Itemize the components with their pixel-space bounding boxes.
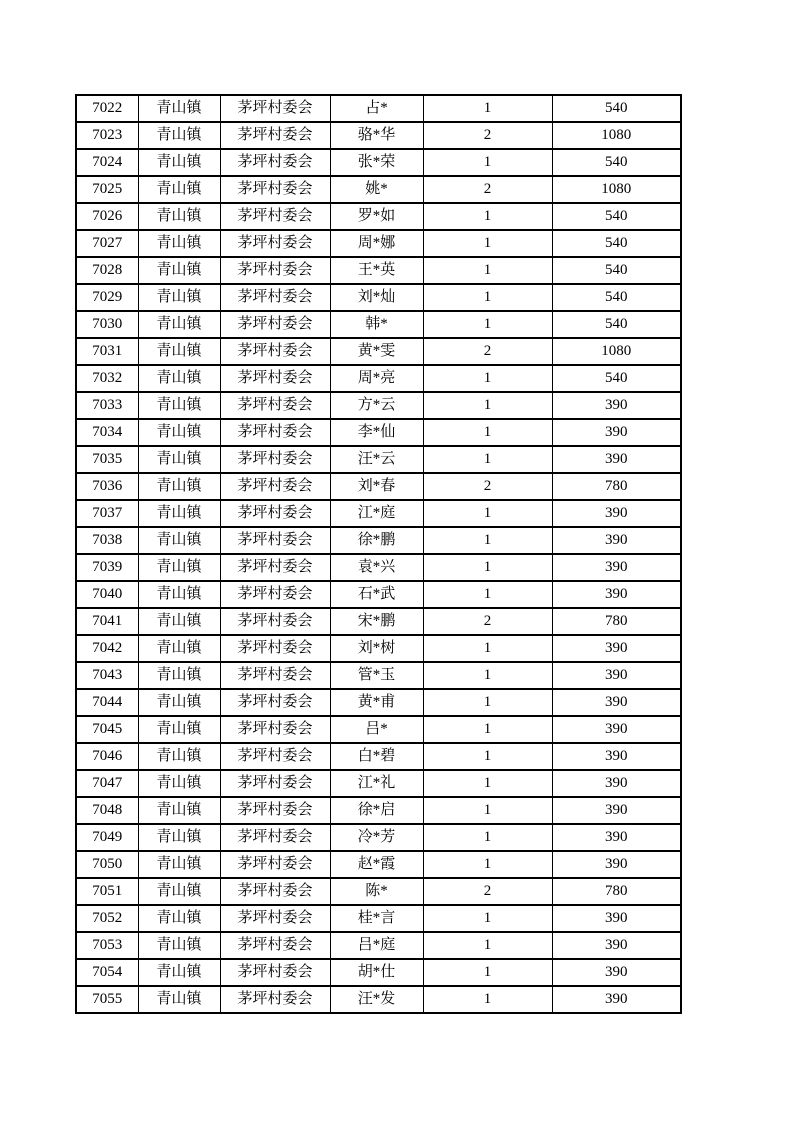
cell-town: 青山镇: [138, 662, 220, 689]
cell-count: 1: [423, 500, 552, 527]
cell-serial: 7034: [76, 419, 138, 446]
cell-serial: 7025: [76, 176, 138, 203]
cell-name: 汪*发: [330, 986, 423, 1013]
cell-village: 茅坪村委会: [220, 446, 330, 473]
table-row: [76, 851, 681, 878]
cell-serial: 7032: [76, 365, 138, 392]
table-row: [76, 284, 681, 311]
cell-name: 汪*云: [330, 446, 423, 473]
table-row: [76, 986, 681, 1013]
cell-village: 茅坪村委会: [220, 797, 330, 824]
cell-town: 青山镇: [138, 419, 220, 446]
table-row: [76, 176, 681, 203]
cell-amount: 390: [552, 770, 681, 797]
cell-village: 茅坪村委会: [220, 932, 330, 959]
cell-village: 茅坪村委会: [220, 608, 330, 635]
cell-count: 2: [423, 122, 552, 149]
table-row: [76, 716, 681, 743]
cell-name: 徐*鹏: [330, 527, 423, 554]
cell-count: 1: [423, 743, 552, 770]
table-row: [76, 878, 681, 905]
cell-amount: 1080: [552, 338, 681, 365]
cell-amount: 390: [552, 959, 681, 986]
cell-amount: 540: [552, 365, 681, 392]
cell-serial: 7026: [76, 203, 138, 230]
cell-name: 白*碧: [330, 743, 423, 770]
cell-town: 青山镇: [138, 338, 220, 365]
cell-serial: 7049: [76, 824, 138, 851]
cell-name: 江*礼: [330, 770, 423, 797]
cell-village: 茅坪村委会: [220, 662, 330, 689]
table-row: [76, 608, 681, 635]
cell-count: 1: [423, 554, 552, 581]
cell-amount: 390: [552, 905, 681, 932]
table-row: [76, 230, 681, 257]
cell-amount: 390: [552, 392, 681, 419]
cell-name: 江*庭: [330, 500, 423, 527]
cell-town: 青山镇: [138, 527, 220, 554]
cell-serial: 7039: [76, 554, 138, 581]
cell-serial: 7043: [76, 662, 138, 689]
cell-count: 2: [423, 608, 552, 635]
cell-name: 桂*言: [330, 905, 423, 932]
cell-town: 青山镇: [138, 230, 220, 257]
cell-count: 1: [423, 257, 552, 284]
table-row: [76, 797, 681, 824]
cell-amount: 540: [552, 95, 681, 122]
table-row: [76, 554, 681, 581]
cell-name: 周*亮: [330, 365, 423, 392]
cell-amount: 540: [552, 203, 681, 230]
cell-count: 1: [423, 851, 552, 878]
cell-serial: 7022: [76, 95, 138, 122]
cell-amount: 540: [552, 311, 681, 338]
cell-serial: 7040: [76, 581, 138, 608]
cell-serial: 7054: [76, 959, 138, 986]
cell-town: 青山镇: [138, 581, 220, 608]
table-row: [76, 122, 681, 149]
cell-name: 冷*芳: [330, 824, 423, 851]
cell-village: 茅坪村委会: [220, 635, 330, 662]
table-row: [76, 824, 681, 851]
cell-town: 青山镇: [138, 257, 220, 284]
cell-village: 茅坪村委会: [220, 419, 330, 446]
cell-town: 青山镇: [138, 473, 220, 500]
cell-count: 1: [423, 230, 552, 257]
table-body: [76, 95, 681, 1013]
cell-name: 占*: [330, 95, 423, 122]
table-row: [76, 500, 681, 527]
table-row: [76, 743, 681, 770]
cell-village: 茅坪村委会: [220, 959, 330, 986]
cell-count: 1: [423, 635, 552, 662]
cell-serial: 7047: [76, 770, 138, 797]
cell-village: 茅坪村委会: [220, 365, 330, 392]
table-row: [76, 581, 681, 608]
subsidy-table: [75, 94, 682, 1014]
cell-serial: 7055: [76, 986, 138, 1013]
cell-serial: 7036: [76, 473, 138, 500]
cell-name: 陈*: [330, 878, 423, 905]
cell-name: 刘*树: [330, 635, 423, 662]
cell-count: 1: [423, 716, 552, 743]
cell-amount: 780: [552, 473, 681, 500]
table-row: [76, 689, 681, 716]
table-row: [76, 932, 681, 959]
cell-village: 茅坪村委会: [220, 770, 330, 797]
cell-village: 茅坪村委会: [220, 878, 330, 905]
cell-serial: 7041: [76, 608, 138, 635]
cell-serial: 7052: [76, 905, 138, 932]
table-row: [76, 149, 681, 176]
cell-village: 茅坪村委会: [220, 176, 330, 203]
table-row: [76, 635, 681, 662]
cell-name: 周*娜: [330, 230, 423, 257]
cell-name: 刘*春: [330, 473, 423, 500]
table-row: [76, 392, 681, 419]
table-row: [76, 905, 681, 932]
cell-town: 青山镇: [138, 365, 220, 392]
cell-count: 1: [423, 581, 552, 608]
cell-count: 1: [423, 824, 552, 851]
cell-count: 1: [423, 284, 552, 311]
cell-town: 青山镇: [138, 635, 220, 662]
cell-count: 1: [423, 527, 552, 554]
cell-count: 1: [423, 203, 552, 230]
cell-village: 茅坪村委会: [220, 338, 330, 365]
cell-town: 青山镇: [138, 770, 220, 797]
table-row: [76, 257, 681, 284]
cell-amount: 390: [552, 986, 681, 1013]
cell-town: 青山镇: [138, 95, 220, 122]
table-row: [76, 770, 681, 797]
cell-count: 1: [423, 149, 552, 176]
table-row: [76, 446, 681, 473]
table-row: [76, 311, 681, 338]
cell-village: 茅坪村委会: [220, 284, 330, 311]
cell-town: 青山镇: [138, 932, 220, 959]
cell-count: 2: [423, 176, 552, 203]
cell-village: 茅坪村委会: [220, 716, 330, 743]
cell-amount: 1080: [552, 122, 681, 149]
cell-village: 茅坪村委会: [220, 311, 330, 338]
cell-village: 茅坪村委会: [220, 581, 330, 608]
cell-amount: 390: [552, 662, 681, 689]
cell-serial: 7050: [76, 851, 138, 878]
cell-village: 茅坪村委会: [220, 203, 330, 230]
cell-town: 青山镇: [138, 851, 220, 878]
table-row: [76, 527, 681, 554]
cell-name: 管*玉: [330, 662, 423, 689]
cell-serial: 7037: [76, 500, 138, 527]
table-row: [76, 959, 681, 986]
cell-count: 1: [423, 905, 552, 932]
cell-amount: 390: [552, 824, 681, 851]
cell-count: 1: [423, 446, 552, 473]
cell-amount: 390: [552, 581, 681, 608]
cell-name: 黄*甫: [330, 689, 423, 716]
cell-amount: 390: [552, 446, 681, 473]
cell-count: 1: [423, 986, 552, 1013]
cell-count: 1: [423, 959, 552, 986]
cell-name: 方*云: [330, 392, 423, 419]
cell-name: 黄*雯: [330, 338, 423, 365]
cell-amount: 390: [552, 689, 681, 716]
cell-village: 茅坪村委会: [220, 527, 330, 554]
cell-serial: 7048: [76, 797, 138, 824]
cell-village: 茅坪村委会: [220, 689, 330, 716]
cell-village: 茅坪村委会: [220, 986, 330, 1013]
table-row: [76, 419, 681, 446]
cell-name: 罗*如: [330, 203, 423, 230]
cell-count: 2: [423, 338, 552, 365]
table-row: [76, 365, 681, 392]
cell-village: 茅坪村委会: [220, 122, 330, 149]
cell-town: 青山镇: [138, 716, 220, 743]
cell-village: 茅坪村委会: [220, 149, 330, 176]
cell-amount: 390: [552, 554, 681, 581]
cell-town: 青山镇: [138, 905, 220, 932]
cell-amount: 540: [552, 257, 681, 284]
cell-count: 1: [423, 770, 552, 797]
cell-town: 青山镇: [138, 446, 220, 473]
cell-serial: 7033: [76, 392, 138, 419]
cell-village: 茅坪村委会: [220, 824, 330, 851]
cell-town: 青山镇: [138, 500, 220, 527]
cell-town: 青山镇: [138, 878, 220, 905]
cell-village: 茅坪村委会: [220, 743, 330, 770]
cell-name: 姚*: [330, 176, 423, 203]
cell-serial: 7023: [76, 122, 138, 149]
cell-name: 袁*兴: [330, 554, 423, 581]
cell-serial: 7030: [76, 311, 138, 338]
cell-amount: 390: [552, 500, 681, 527]
cell-amount: 390: [552, 419, 681, 446]
cell-village: 茅坪村委会: [220, 230, 330, 257]
cell-amount: 390: [552, 797, 681, 824]
cell-serial: 7045: [76, 716, 138, 743]
cell-name: 骆*华: [330, 122, 423, 149]
cell-amount: 390: [552, 851, 681, 878]
cell-town: 青山镇: [138, 824, 220, 851]
cell-village: 茅坪村委会: [220, 500, 330, 527]
cell-serial: 7044: [76, 689, 138, 716]
cell-name: 石*武: [330, 581, 423, 608]
cell-count: 1: [423, 95, 552, 122]
cell-count: 1: [423, 392, 552, 419]
cell-village: 茅坪村委会: [220, 905, 330, 932]
cell-village: 茅坪村委会: [220, 392, 330, 419]
cell-count: 1: [423, 365, 552, 392]
cell-name: 胡*仕: [330, 959, 423, 986]
cell-town: 青山镇: [138, 959, 220, 986]
cell-town: 青山镇: [138, 149, 220, 176]
cell-town: 青山镇: [138, 986, 220, 1013]
table-row: [76, 662, 681, 689]
cell-village: 茅坪村委会: [220, 851, 330, 878]
table-row: [76, 338, 681, 365]
cell-town: 青山镇: [138, 203, 220, 230]
cell-count: 1: [423, 662, 552, 689]
cell-serial: 7031: [76, 338, 138, 365]
table-row: [76, 473, 681, 500]
cell-serial: 7046: [76, 743, 138, 770]
cell-name: 吕*: [330, 716, 423, 743]
cell-count: 2: [423, 878, 552, 905]
cell-serial: 7051: [76, 878, 138, 905]
cell-serial: 7038: [76, 527, 138, 554]
cell-serial: 7053: [76, 932, 138, 959]
cell-count: 1: [423, 689, 552, 716]
cell-amount: 1080: [552, 176, 681, 203]
cell-amount: 540: [552, 230, 681, 257]
cell-town: 青山镇: [138, 689, 220, 716]
cell-count: 1: [423, 311, 552, 338]
cell-amount: 390: [552, 743, 681, 770]
cell-name: 宋*鹏: [330, 608, 423, 635]
cell-name: 赵*霞: [330, 851, 423, 878]
cell-amount: 390: [552, 635, 681, 662]
cell-amount: 390: [552, 716, 681, 743]
table-row: [76, 203, 681, 230]
cell-village: 茅坪村委会: [220, 554, 330, 581]
cell-village: 茅坪村委会: [220, 473, 330, 500]
cell-count: 1: [423, 797, 552, 824]
cell-count: 1: [423, 932, 552, 959]
cell-town: 青山镇: [138, 392, 220, 419]
cell-serial: 7029: [76, 284, 138, 311]
cell-amount: 540: [552, 149, 681, 176]
cell-serial: 7027: [76, 230, 138, 257]
cell-name: 李*仙: [330, 419, 423, 446]
cell-serial: 7028: [76, 257, 138, 284]
cell-name: 刘*灿: [330, 284, 423, 311]
cell-amount: 390: [552, 527, 681, 554]
cell-village: 茅坪村委会: [220, 95, 330, 122]
cell-amount: 390: [552, 932, 681, 959]
cell-count: 2: [423, 473, 552, 500]
table-row: [76, 95, 681, 122]
cell-town: 青山镇: [138, 797, 220, 824]
cell-town: 青山镇: [138, 284, 220, 311]
cell-name: 吕*庭: [330, 932, 423, 959]
cell-town: 青山镇: [138, 176, 220, 203]
cell-town: 青山镇: [138, 608, 220, 635]
cell-town: 青山镇: [138, 311, 220, 338]
cell-name: 韩*: [330, 311, 423, 338]
cell-town: 青山镇: [138, 743, 220, 770]
cell-count: 1: [423, 419, 552, 446]
cell-amount: 540: [552, 284, 681, 311]
cell-amount: 780: [552, 878, 681, 905]
cell-amount: 780: [552, 608, 681, 635]
cell-serial: 7042: [76, 635, 138, 662]
cell-name: 张*荣: [330, 149, 423, 176]
cell-serial: 7024: [76, 149, 138, 176]
cell-name: 徐*启: [330, 797, 423, 824]
cell-serial: 7035: [76, 446, 138, 473]
cell-town: 青山镇: [138, 554, 220, 581]
cell-name: 王*英: [330, 257, 423, 284]
cell-village: 茅坪村委会: [220, 257, 330, 284]
cell-town: 青山镇: [138, 122, 220, 149]
